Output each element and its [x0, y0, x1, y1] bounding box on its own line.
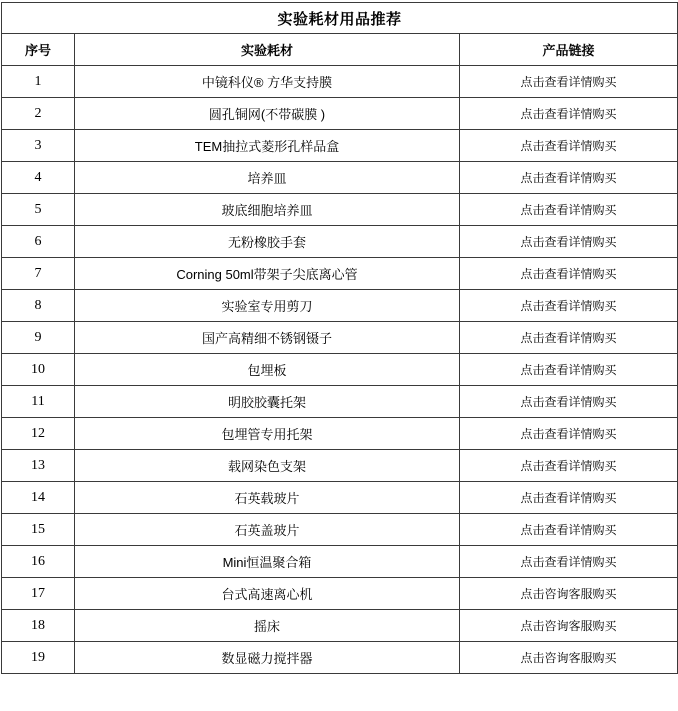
table-row [2, 290, 678, 322]
table-row [2, 578, 678, 610]
item-name: 包埋管专用托架 [75, 418, 460, 450]
item-name: 台式高速离心机 [75, 578, 460, 610]
product-link[interactable]: 点击查看详情购买 [460, 130, 678, 162]
table-row [2, 642, 678, 674]
item-name: Corning 50ml带架子尖底离心管 [75, 258, 460, 290]
item-name: 实验室专用剪刀 [75, 290, 460, 322]
page-title: 实验耗材用品推荐 [2, 3, 678, 34]
item-name: Mini恒温聚合箱 [75, 546, 460, 578]
product-link[interactable]: 点击查看详情购买 [460, 290, 678, 322]
row-number: 2 [2, 98, 75, 130]
row-number: 5 [2, 194, 75, 226]
row-number: 8 [2, 290, 75, 322]
table-row [2, 482, 678, 514]
row-number: 10 [2, 354, 75, 386]
row-number: 9 [2, 322, 75, 354]
table-row [2, 226, 678, 258]
row-number: 6 [2, 226, 75, 258]
item-name: 玻底细胞培养皿 [75, 194, 460, 226]
item-name: 摇床 [75, 610, 460, 642]
product-link[interactable]: 点击查看详情购买 [460, 354, 678, 386]
table-row [2, 98, 678, 130]
product-link[interactable]: 点击查看详情购买 [460, 226, 678, 258]
row-number: 14 [2, 482, 75, 514]
row-number: 19 [2, 642, 75, 674]
column-header-item: 实验耗材 [75, 34, 460, 66]
table-row [2, 322, 678, 354]
title-row [2, 3, 678, 34]
item-name: 数显磁力搅拌器 [75, 642, 460, 674]
table-row [2, 418, 678, 450]
item-name: 载网染色支架 [75, 450, 460, 482]
table-row [2, 546, 678, 578]
table-row [2, 610, 678, 642]
item-name: 圆孔铜网(不带碳膜 ) [75, 98, 460, 130]
product-link[interactable]: 点击咨询客服购买 [460, 578, 678, 610]
table-row [2, 66, 678, 98]
row-number: 13 [2, 450, 75, 482]
table-row [2, 258, 678, 290]
table-row [2, 514, 678, 546]
row-number: 1 [2, 66, 75, 98]
column-header-no: 序号 [2, 34, 75, 66]
row-number: 11 [2, 386, 75, 418]
row-number: 3 [2, 130, 75, 162]
product-link[interactable]: 点击查看详情购买 [460, 450, 678, 482]
consumables-table [1, 2, 678, 674]
item-name: 石英盖玻片 [75, 514, 460, 546]
product-link[interactable]: 点击查看详情购买 [460, 514, 678, 546]
table-row [2, 354, 678, 386]
row-number: 4 [2, 162, 75, 194]
header-row [2, 34, 678, 66]
row-number: 7 [2, 258, 75, 290]
row-number: 12 [2, 418, 75, 450]
product-link[interactable]: 点击咨询客服购买 [460, 610, 678, 642]
table-row [2, 130, 678, 162]
item-name: 明胶胶囊托架 [75, 386, 460, 418]
table-body [2, 66, 678, 674]
item-name: 包埋板 [75, 354, 460, 386]
product-link[interactable]: 点击查看详情购买 [460, 386, 678, 418]
table-row [2, 162, 678, 194]
product-link[interactable]: 点击查看详情购买 [460, 322, 678, 354]
row-number: 17 [2, 578, 75, 610]
table-row [2, 450, 678, 482]
product-link[interactable]: 点击咨询客服购买 [460, 642, 678, 674]
column-header-link: 产品链接 [460, 34, 678, 66]
item-name: 培养皿 [75, 162, 460, 194]
item-name: 无粉橡胶手套 [75, 226, 460, 258]
table-row [2, 386, 678, 418]
row-number: 16 [2, 546, 75, 578]
product-link[interactable]: 点击查看详情购买 [460, 194, 678, 226]
product-link[interactable]: 点击查看详情购买 [460, 482, 678, 514]
product-link[interactable]: 点击查看详情购买 [460, 66, 678, 98]
row-number: 18 [2, 610, 75, 642]
product-link[interactable]: 点击查看详情购买 [460, 418, 678, 450]
product-link[interactable]: 点击查看详情购买 [460, 258, 678, 290]
product-link[interactable]: 点击查看详情购买 [460, 162, 678, 194]
product-link[interactable]: 点击查看详情购买 [460, 546, 678, 578]
item-name: 国产高精细不锈钢镊子 [75, 322, 460, 354]
product-link[interactable]: 点击查看详情购买 [460, 98, 678, 130]
row-number: 15 [2, 514, 75, 546]
item-name: 石英载玻片 [75, 482, 460, 514]
table-row [2, 194, 678, 226]
item-name: TEM抽拉式菱形孔样品盒 [75, 130, 460, 162]
item-name: 中镜科仪® 方华支持膜 [75, 66, 460, 98]
